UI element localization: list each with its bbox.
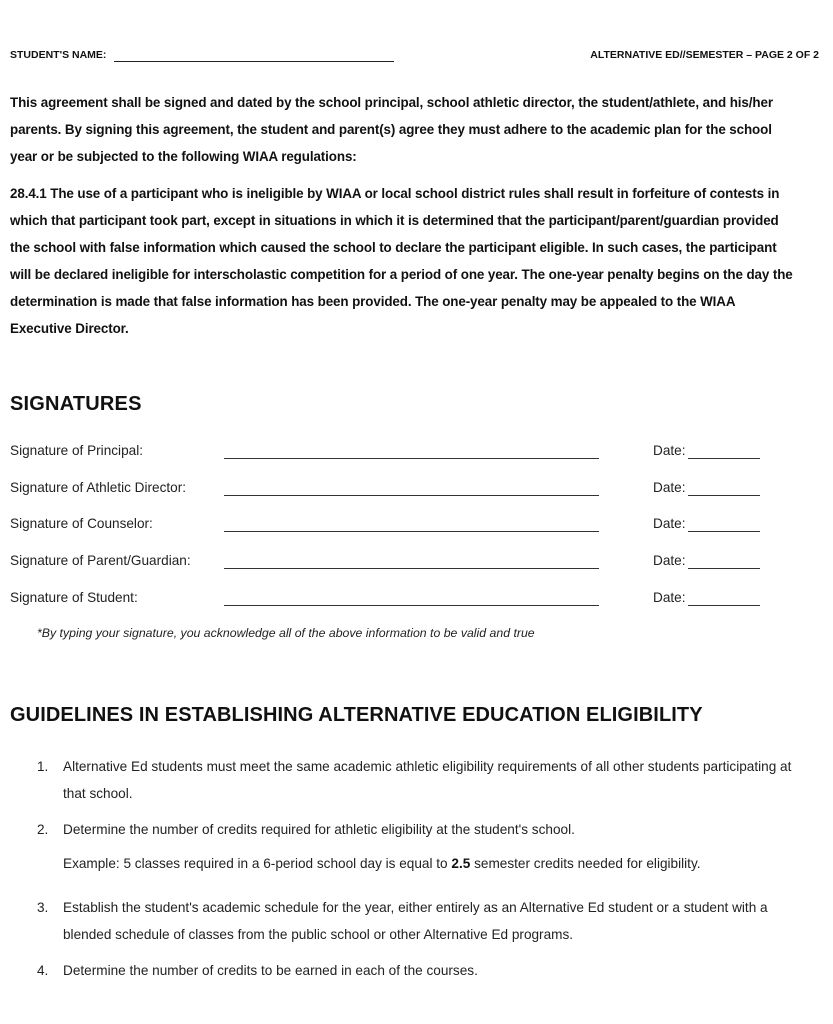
example-line	[63, 856, 701, 871]
signature-row-parent-guardian	[10, 553, 770, 577]
signature-row-principal	[10, 443, 770, 467]
list-text: Determine the number of credits required for athletic eligibility at the student's school.	[63, 822, 575, 837]
signature-row-counselor	[10, 516, 770, 540]
list-number: 4.	[37, 963, 49, 978]
signature-field-athletic-director[interactable]	[224, 495, 599, 496]
student-name-field[interactable]	[114, 61, 394, 62]
list-text: Alternative Ed students must meet the same academic athletic eligibility requirements of all other students participating at that school.	[63, 759, 792, 801]
list-number: 3.	[37, 900, 49, 915]
date-field-principal[interactable]	[688, 458, 760, 459]
signatures-heading: SIGNATURES	[10, 393, 142, 415]
student-name-label: STUDENT'S NAME:	[10, 49, 107, 61]
page-header	[10, 49, 819, 67]
example-suffix: semester credits needed for eligibility.	[470, 856, 701, 871]
wiaa-rule-28-4-1: 28.4.1 The use of a participant who is ineligible by WIAA or local school district rules shall result in forfeiture of contests in which that participant took part, except in situations in which it is determined that the participant/parent/guardian provided the school with false information which caused the school to declare the participant eligible. In such cases, the participant will be declared ineligible for interscholastic competition for a period of one year. The one-year penalty begins on the day the determination is made that false information has been provided. The one-year penalty may be appealed to the WIAA Executive Director.	[10, 186, 793, 336]
list-number: 1.	[37, 759, 49, 774]
signature-field-counselor[interactable]	[224, 531, 599, 532]
signature-row-athletic-director	[10, 480, 770, 504]
date-label: Date:	[653, 553, 686, 568]
date-label: Date:	[653, 480, 686, 495]
signature-note: *By typing your signature, you acknowledge all of the above information to be valid and true	[37, 626, 535, 640]
date-label: Date:	[653, 516, 686, 531]
signature-field-student[interactable]	[224, 605, 599, 606]
agreement-intro: This agreement shall be signed and dated by the school principal, school athletic director, the student/athlete, and his/her parents. By signing this agreement, the student and parent(s) agree they must adhere to the academic plan for the school year or be subjected to the following WIAA regulations:	[10, 95, 773, 164]
signature-label: Signature of Principal:	[10, 443, 143, 458]
signature-field-principal[interactable]	[224, 458, 599, 459]
example-value: 2.5	[451, 856, 471, 871]
date-field-counselor[interactable]	[688, 531, 760, 532]
signature-label: Signature of Student:	[10, 590, 138, 605]
list-text: Determine the number of credits to be earned in each of the courses.	[63, 963, 478, 978]
signature-field-parent-guardian[interactable]	[224, 568, 599, 569]
guidelines-heading: GUIDELINES IN ESTABLISHING ALTERNATIVE EDUCATION ELIGIBILITY	[10, 704, 703, 726]
date-field-student[interactable]	[688, 605, 760, 606]
date-field-athletic-director[interactable]	[688, 495, 760, 496]
date-label: Date:	[653, 590, 686, 605]
date-field-parent-guardian[interactable]	[688, 568, 760, 569]
date-label: Date:	[653, 443, 686, 458]
signature-label: Signature of Parent/Guardian:	[10, 553, 191, 568]
list-number: 2.	[37, 822, 49, 837]
signature-label: Signature of Athletic Director:	[10, 480, 187, 495]
signature-label: Signature of Counselor:	[10, 516, 153, 531]
list-text: Establish the student's academic schedule for the year, either entirely as an Alternative Ed student or a student with a blended schedule of classes from the public school or other Alternative Ed programs.	[63, 900, 768, 942]
page-info: ALTERNATIVE ED//SEMESTER – PAGE 2 OF 2	[590, 49, 819, 61]
example-prefix: Example: 5 classes required in a 6-period school day is equal to	[63, 856, 452, 871]
signature-row-student	[10, 590, 770, 614]
